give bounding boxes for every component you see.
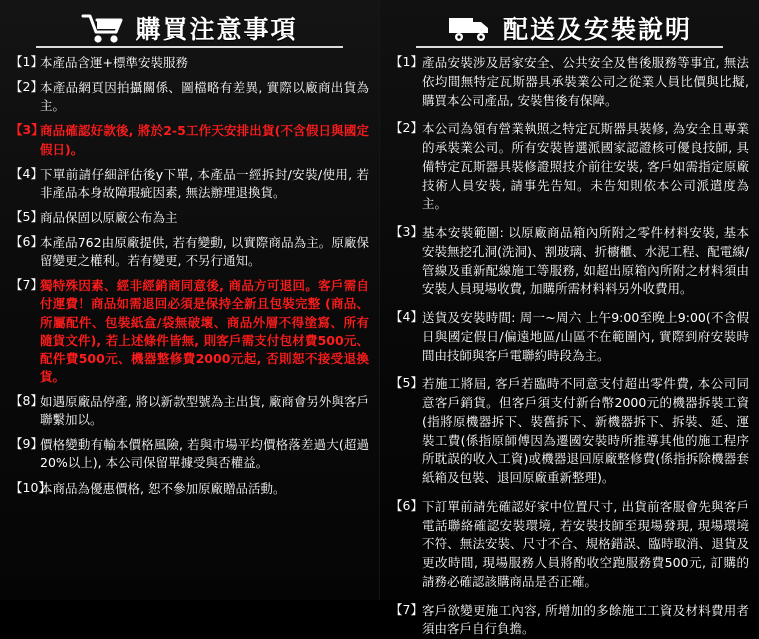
item-number: 【1】 — [390, 54, 422, 71]
purchase-notice-header — [10, 10, 369, 46]
item-text: 商品確認好款後, 將於2-5工作天安排出貨(不含假日與國定假日)。 — [40, 122, 369, 158]
item-number: 【5】 — [390, 375, 422, 392]
item-text: 下單前請仔細評估後у下單, 本產品一經拆封/安裝/使用, 若非產品本身故障瑕疵因素, 無法辦理退換貨。 — [40, 166, 369, 202]
item-number: 【1】 — [10, 54, 40, 71]
delivery-truck-icon — [447, 13, 493, 43]
item-number: 【5】 — [10, 209, 40, 226]
list-item — [390, 54, 749, 110]
list-item — [390, 309, 749, 365]
list-item — [10, 277, 369, 386]
list-item — [10, 166, 369, 202]
item-number: 【4】 — [10, 166, 40, 183]
item-number: 【6】 — [10, 234, 40, 251]
purchase-notice-panel — [0, 0, 380, 600]
item-text: 本產品含運+標準安裝服務 — [40, 54, 369, 72]
item-text: 本公司為領有營業執照之特定瓦斯器具裝修, 為安全且專業的承裝業公司。所有安裝皆選派國家認證核可優良技師, 具備特定瓦斯器具裝修證照技介前往安裝, 客戶如需指定原廠技術人員安裝, 請事先告知。未告知則依本公司派遣度為主。 — [422, 120, 749, 214]
list-item — [10, 54, 369, 72]
delivery-install-list — [390, 54, 749, 639]
item-text: 本商品為優惠價格, 恕不參加原廠贈品活動。 — [40, 480, 369, 498]
item-number: 【2】 — [10, 79, 40, 96]
item-number: 【3】 — [10, 122, 40, 139]
list-item — [390, 498, 749, 592]
item-number: 【2】 — [390, 120, 422, 137]
list-item — [390, 375, 749, 488]
item-text: 如遇原廠品停產, 將以新款型號為主出貨, 廠商會另外與客戶聯繫加以。 — [40, 393, 369, 429]
item-text: 產品安裝涉及居家安全、公共安全及售後服務等事宜, 無法依均間無特定瓦斯器具承裝業公司之從業人員比價與比擬, 購買本公司產品, 安裝售後有保障。 — [422, 54, 749, 110]
item-text: 下訂單前請先確認好家中位置尺寸, 出貨前客服會先與客戶電話聯絡確認安裝環境, 若安裝技師至現場發現, 現場環境不符、無法安裝、尺寸不合、規格錯誤、臨時取消、退貨及更改時間, 現場服務人員將酌收空跑服務費500元, 訂購的請務必確認該購商品是否正確。 — [422, 498, 749, 592]
page-title-right: 配送及安裝說明 — [503, 10, 692, 46]
list-item — [10, 209, 369, 227]
item-text: 價格變動有輸本價格風險, 若與市場平均價格落差過大(超過20%以上), 本公司保留單據受與否權益。 — [40, 436, 369, 472]
item-text: 基本安裝範圍: 以原廠商品箱內所附之零件材料安裝, 基本安裝無挖孔洞(洗洞)、割玻璃、折櫥櫃、水泥工程、配電線/管線及重新配線施工等服務, 如超出原箱內所附之材料須由安裝人員現場收費, 加購所需材料料另外收費用。 — [422, 224, 749, 299]
item-number: 【9】 — [10, 436, 40, 453]
list-item — [10, 480, 369, 498]
item-number: 【10】 — [10, 480, 40, 497]
delivery-install-header — [390, 10, 749, 46]
list-item — [390, 602, 749, 639]
title-underline-right — [416, 46, 723, 48]
item-number: 【8】 — [10, 393, 40, 410]
shopping-cart-icon — [81, 12, 125, 44]
list-item — [10, 393, 369, 429]
purchase-notice-list — [10, 54, 369, 498]
list-item — [390, 120, 749, 214]
item-number: 【7】 — [10, 277, 40, 294]
item-text: 若施工將屆, 客戶若臨時不同意支付超出零件費, 本公司同意客戶銷貨。但客戶須支付新台幣2000元的機器拆裝工資(指將原機器拆下、裝舊拆下、新機器拆下、拆裝、延、運裝工費(係指原師傅因為遷國安裝時所推導其他的施工程序所耽誤的收入工資)或機器退回原廠整修費(係指拆除機器套紙箱及包裝、退回原廠重新整理)。 — [422, 375, 749, 488]
item-number: 【6】 — [390, 498, 422, 515]
item-number: 【7】 — [390, 602, 422, 619]
list-item — [10, 234, 369, 270]
item-text: 商品保固以原廠公布為主 — [40, 209, 369, 227]
item-number: 【3】 — [390, 224, 422, 241]
list-item — [10, 79, 369, 115]
item-text: 本產品網頁因拍攝關係、圖檔略有差異, 實際以廠商出貨為主。 — [40, 79, 369, 115]
delivery-install-panel — [380, 0, 759, 600]
item-text: 本產品762由原廠提供, 若有變動, 以實際商品為主。原廠保留變更之權利。若有變更, 不另行通知。 — [40, 234, 369, 270]
item-text: 客戶欲變更施工內容, 所增加的多餘施工工資及材料費用者須由客戶自行負擔。 — [422, 602, 749, 639]
item-number: 【4】 — [390, 309, 422, 326]
list-item — [10, 436, 369, 472]
item-text: 獨特殊因素、經非經銷商同意後, 商品方可退回。客戶需自付運費！商品如需退回必須是保持全新且包裝完整 (商品、所屬配件、包裝紙盒/袋無破壞、商品外層不得塗寫、所有隨貨文件), 若上述條件皆無, 則客戶需支付包材費500元、配件費500元、機器整修費2000元起, 否則恕不接受退換貨。 — [40, 277, 369, 386]
item-text: 送貨及安裝時間: 周一~周六 上午9:00至晚上9:00(不含假日與國定假日/偏遠地區/山區不在範圍內, 實際到府安裝時間由技師與客戶電聯約時段為主。 — [422, 309, 749, 365]
list-item — [390, 224, 749, 299]
list-item — [10, 122, 369, 158]
page-title-left: 購買注意事項 — [135, 10, 297, 46]
title-underline-left — [36, 46, 343, 48]
